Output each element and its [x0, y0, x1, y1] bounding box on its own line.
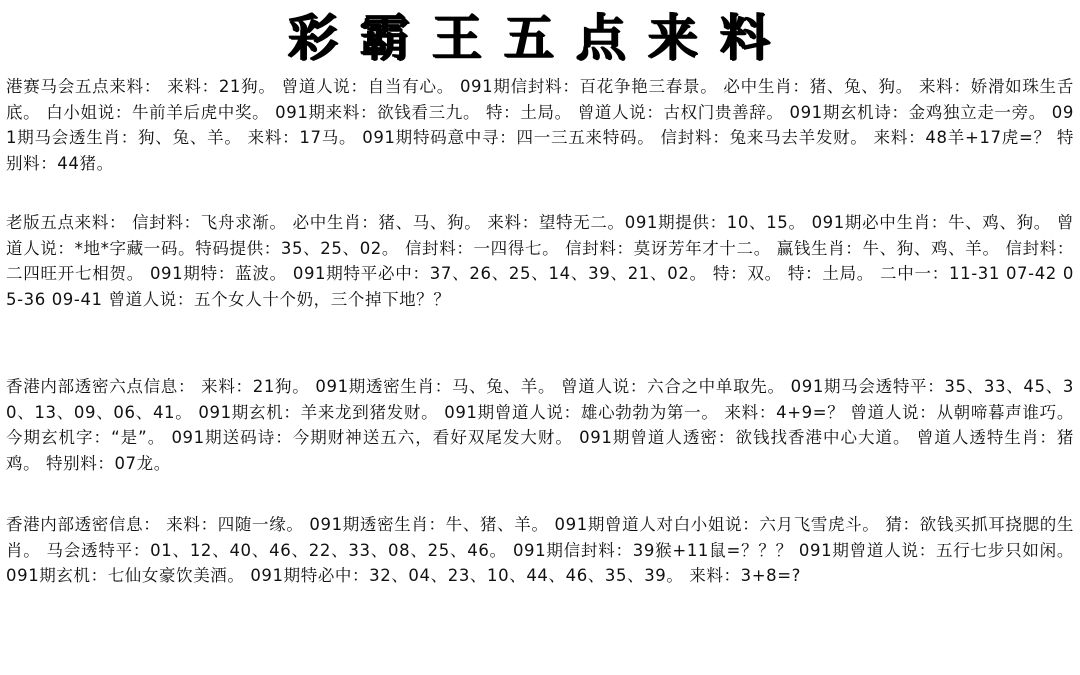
page-title: 彩霸王五点来料: [288, 8, 792, 67]
section-hk-internal-six-point: 香港内部透密六点信息： 来料：21狗。 091期透密生肖：马、兔、羊。 曾道人说：六合之中单取先。 091期马会透特平：35、33、45、30、13、09、06、41。 091期玄机：羊来龙到猪发财。 091期曾道人说：雄心勃勃为第一。 来料：4+9=？ 曾道人说：从朝啼暮声谁巧。 今期玄机字：“是”。 091期送码诗：今期财神送五六，看好双尾发大财。 091期曾道人透密：欲钱找香港中心大道。 曾道人透特生肖：猪鸡。 特别料：07龙。: [6, 377, 1074, 473]
section-hk-racing-five-point: 港赛马会五点来料： 来料：21狗。 曾道人说：自当有心。 091期信封料：百花争艳三春景。 必中生肖：猪、兔、狗。 来料：娇滑如珠生舌底。 白小姐说：牛前羊后虎中奖。 091期来料：欲钱看三九。 特：土局。 曾道人说：古权门贵善辞。 091期玄机诗：金鸡独立走一旁。 091期马会透生肖：狗、兔、羊。 来料：17马。 091期特码意中寻：四一三五来特码。 信封料：兔来马去羊发财。 来料：48羊+17虎=？ 特别料：44猪。: [6, 77, 1074, 173]
section-old-edition-five-point: 老版五点来料： 信封料：飞舟求渐。 必中生肖：猪、马、狗。 来料：望特无二。091期提供：10、15。 091期必中生肖：牛、鸡、狗。 曾道人说：*地*字藏一码。特码提供：35、25、02。 信封料：一四得七。 信封料：莫讶芳年才十二。 赢钱生肖：牛、狗、鸡、羊。 信封料：二四旺开七相贺。 091期特：蓝波。 091期特平必中：37、26、25、14、39、21、02。 特：双。 特：土局。 二中一：11-31 07-42 05-36 09-41 曾道人说：五个女人十个奶，三个掉下地？？: [6, 213, 1074, 309]
section-hk-internal-info: 香港内部透密信息： 来料：四随一缘。 091期透密生肖：牛、猪、羊。 091期曾道人对白小姐说：六月飞雪虎斗。 猜：欲钱买抓耳挠腮的生肖。 马会透特平：01、12、40、46、22、33、08、25、46。 091期信封料：39猴+11鼠=？？？ 091期曾道人说：五行七步只如闲。 091期玄机：七仙女豪饮美酒。 091期特必中：32、04、23、10、44、46、35、39。 来料：3+8=?: [6, 515, 1074, 585]
